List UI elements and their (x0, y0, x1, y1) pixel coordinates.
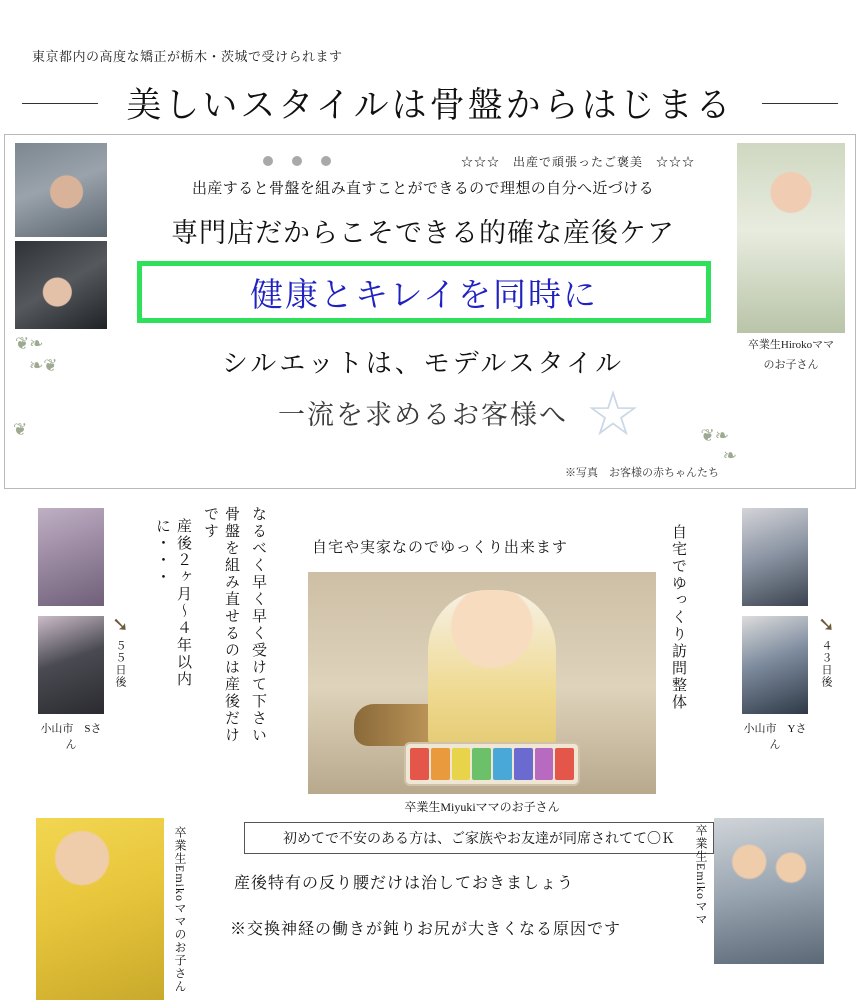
clover-icon: ❧❦ (29, 356, 58, 375)
after-photo-left (38, 616, 104, 714)
before-after-left (38, 508, 104, 752)
clover-icon: ❦ (13, 420, 28, 439)
before-photo-left (38, 508, 104, 606)
highlight-text: 健康とキレイを同時に (249, 277, 599, 314)
vertical-text-2: 骨盤を組み直せるのは産後だけです (202, 506, 239, 744)
hero-subtitle-2: 専門店だからこそできる的確な産後ケア (171, 218, 675, 248)
baby-photo-left-top (15, 143, 107, 237)
hero-subtitle-4: 一流を求めるお客様へ (278, 400, 568, 430)
key (431, 748, 450, 780)
middle-section (0, 500, 860, 820)
middle-photo-caption: 卒業生Miyukiママのお子さん (404, 800, 560, 814)
arrow-down-icon: ➘ (112, 614, 129, 636)
hero-right-caption-2: のお子さん (763, 358, 819, 371)
bottom-right-photo (714, 818, 824, 964)
days-label-left: ５５日後 (114, 640, 126, 688)
clover-icon: ❦❧ (700, 426, 729, 445)
main-title-row (0, 78, 860, 128)
bottom-right-caption: 卒業生Emikoママ (694, 824, 708, 926)
hero-center (117, 143, 729, 482)
key (493, 748, 512, 780)
title-rule-right (762, 103, 838, 104)
key (535, 748, 554, 780)
bottom-text-1: 産後特有の反り腰だけは治しておきましょう (234, 875, 575, 892)
child-keyboard-photo (308, 572, 656, 794)
key (514, 748, 533, 780)
key (472, 748, 491, 780)
hero-left-photo-column (15, 143, 107, 329)
hero-subtitle-3: シルエットは、モデルスタイル (221, 349, 625, 378)
vertical-text-4: 自宅でゆっくり訪問整体 (670, 524, 686, 711)
days-label-right: ４３日後 (820, 640, 832, 688)
middle-top-text: 自宅や実家なのでゆっくり出来ます (312, 540, 568, 556)
highlight-box (137, 261, 711, 323)
child-figure (428, 590, 556, 758)
bottom-text-2: ※交換神経の働きが鈍りお尻が大きくなる原因です (230, 921, 622, 938)
dot-ornament (263, 156, 331, 166)
hero-panel (4, 134, 856, 489)
dot-icon (321, 156, 331, 166)
key (452, 748, 471, 780)
child-photo-right (737, 143, 845, 333)
arrow-down-icon: ➘ (818, 614, 835, 636)
star-icon: ☆ (585, 380, 641, 449)
clover-icon: ❧ (722, 446, 737, 465)
hero-subtitle-1: 出産すると骨盤を組み直すことができるので理想の自分へ近づける (191, 181, 654, 197)
dot-icon (292, 156, 302, 166)
after-photo-right (742, 616, 808, 714)
baby-photo-left-bottom (15, 241, 107, 329)
note-box: 初めてで不安のある方は、ご家族やお友達が同席されてて〇Ｋ (244, 822, 714, 854)
bottom-section (0, 812, 860, 1000)
case-caption-right: 小山市 Yさん (743, 723, 807, 751)
bottom-left-photo (36, 818, 164, 1000)
page-title: 美しいスタイルは骨盤からはじまる (126, 86, 734, 125)
vertical-text-3: なるべく早く早く受けて下さい (250, 506, 266, 744)
title-rule-left (22, 103, 98, 104)
hero-right-caption-1: 卒業生Hirokoママ (747, 339, 835, 351)
case-caption-left: 小山市 Sさん (40, 723, 102, 751)
before-photo-right (742, 508, 808, 606)
bottom-left-caption: 卒業生Emikoママのお子さん (173, 826, 187, 993)
hero-stars-line: ☆☆☆ 出産で頑張ったご褒美 ☆☆☆ (460, 155, 695, 169)
hero-right-photo-column (737, 143, 845, 373)
key (410, 748, 429, 780)
key (555, 748, 574, 780)
toy-keyboard (404, 742, 580, 786)
before-after-right (742, 508, 808, 752)
top-tagline: 東京都内の高度な矯正が栃木・茨城で受けられます (32, 49, 343, 64)
hero-photo-note: ※写真 お客様の赤ちゃんたち (565, 467, 719, 479)
dot-icon (263, 156, 273, 166)
clover-icon: ❦❧ (15, 334, 44, 353)
vertical-text-1: 産後２ヶ月〜４年以内に・・・ (154, 518, 191, 688)
